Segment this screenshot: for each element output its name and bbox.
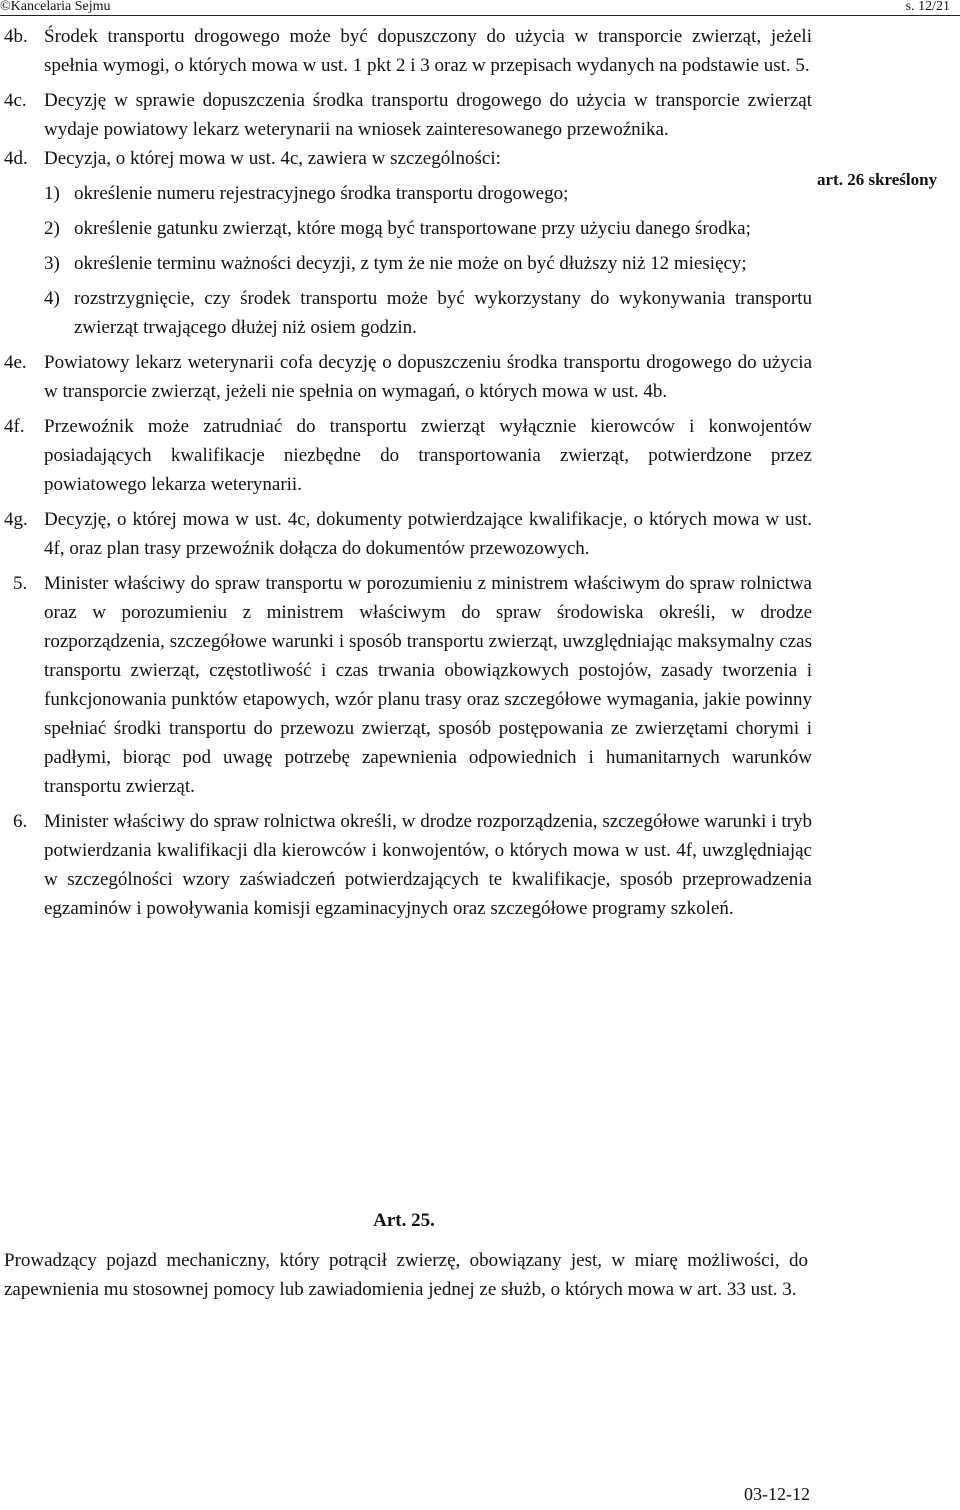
paragraph-4f — [4, 412, 812, 499]
paragraph-text: Decyzję w sprawie dopuszczenia środka transportu drogowego do użycia w transporcie zwierząt wydaje powiatowy lekarz weterynarii na wniosek zainteresowanego przewoźnika. — [44, 90, 812, 140]
paragraph-number: 5. — [13, 573, 28, 594]
list-item — [4, 179, 812, 208]
paragraph-number: 4f. — [4, 416, 25, 437]
paragraph-number: 6. — [13, 811, 28, 832]
list-item-number: 4) — [44, 288, 60, 309]
header-divider — [0, 15, 960, 16]
paragraph-number: 4c. — [4, 90, 27, 111]
margin-note: art. 26 skreślony — [817, 170, 938, 189]
paragraph-4b — [4, 22, 812, 80]
paragraph-number: 4b. — [4, 26, 28, 47]
page-header — [0, 0, 960, 17]
paragraph-text: Powiatowy lekarz weterynarii cofa decyzję o dopuszczeniu środka transportu drogowego do użycia w transporcie zwierząt, jeżeli nie spełnia on wymagań, o których mowa w ust. 4b. — [44, 352, 812, 402]
article-text: Prowadzący pojazd mechaniczny, który potrącił zwierzę, obowiązany jest, w miarę możliwości, do zapewnienia mu stosownej pomocy lub zawiadomienia jednej ze służb, o których mowa w art. 33 ust. 3. — [4, 1250, 808, 1300]
list-item-text: określenie terminu ważności decyzji, z tym że nie może on być dłuższy niż 12 miesięcy; — [74, 253, 747, 274]
list-item — [4, 214, 812, 243]
list-item-number: 2) — [44, 218, 60, 239]
list-item-number: 3) — [44, 253, 60, 274]
paragraph-4d — [4, 144, 812, 173]
paragraph-5 — [4, 569, 812, 801]
list-item-number: 1) — [44, 183, 60, 204]
list-item-text: określenie numeru rejestracyjnego środka transportu drogowego; — [74, 183, 569, 204]
header-source: ©Kancelaria Sejmu — [0, 0, 111, 14]
paragraph-text: Decyzję, o której mowa w ust. 4c, dokumenty potwierdzające kwalifikacje, o których mowa w ust. 4f, oraz plan trasy przewoźnik dołącza do dokumentów przewozowych. — [44, 509, 812, 559]
paragraph-4c — [4, 86, 812, 144]
list-item-text: określenie gatunku zwierząt, które mogą być transportowane przy użyciu danego środka; — [74, 218, 751, 239]
paragraph-6 — [4, 807, 812, 923]
paragraph-4e — [4, 348, 812, 406]
paragraph-text: Przewoźnik może zatrudniać do transportu zwierząt wyłącznie kierowców i konwojentów posiadających kwalifikacje niezbędne do transportowania zwierząt, potwierdzone przez powiatowego lekarza weterynarii. — [44, 416, 812, 495]
paragraph-text: Środek transportu drogowego może być dopuszczony do użycia w transporcie zwierząt, jeżeli spełnia wymogi, o których mowa w ust. 1 pkt 2 i 3 oraz w przepisach wydanych na podstawie ust. 5. — [44, 26, 812, 76]
paragraph-4g — [4, 505, 812, 563]
paragraph-number: 4g. — [4, 509, 28, 530]
paragraph-text: Minister właściwy do spraw rolnictwa określi, w drodze rozporządzenia, szczegółowe warunki i tryb potwierdzania kwalifikacji dla kierowców i konwojentów, o których mowa w ust. 4f, uwzględniając w szczególności wzory zaświadczeń potwierdzających te kwalifikacje, sposób przeprowadzenia egzaminów i powoływania komisji egzaminacyjnych oraz szczegółowe programy szkoleń. — [44, 811, 812, 919]
paragraph-number: 4e. — [4, 352, 27, 373]
paragraph-text: Minister właściwy do spraw transportu w porozumieniu z ministrem właściwym do spraw rolnictwa oraz w porozumieniu z ministrem właściwym do spraw środowiska określi, w drodze rozporządzenia, szczegółowe warunki i sposób transportu zwierząt, uwzględniając maksymalny czas transportu zwierząt, częstotliwość i czas trwania obowiązkowych postojów, zasady tworzenia i funkcjonowania punktów etapowych, wzór planu trasy oraz szczegółowe wymagania, jakie powinny spełniać środki transportu do przewozu zwierząt, sposób postępowania ze zwierzętami chorymi i padłymi, biorąc pod uwagę potrzebę zapewnienia odpowiednich i humanitarnych warunków transportu zwierząt. — [44, 573, 812, 797]
page-number: s. 12/21 — [905, 0, 950, 14]
document-body — [4, 22, 812, 923]
paragraph-number: 4d. — [4, 148, 28, 169]
paragraph-text: Decyzja, o której mowa w ust. 4c, zawiera w szczególności: — [44, 148, 501, 169]
list-item-text: rozstrzygnięcie, czy środek transportu może być wykorzystany do wykonywania transportu zwierząt trwającego dłużej niż osiem godzin. — [74, 288, 812, 338]
page-footer-date: 03-12-12 — [744, 1484, 810, 1504]
article-title: Art. 25. — [373, 1210, 435, 1231]
list-item — [4, 284, 812, 342]
list-item — [4, 249, 812, 278]
